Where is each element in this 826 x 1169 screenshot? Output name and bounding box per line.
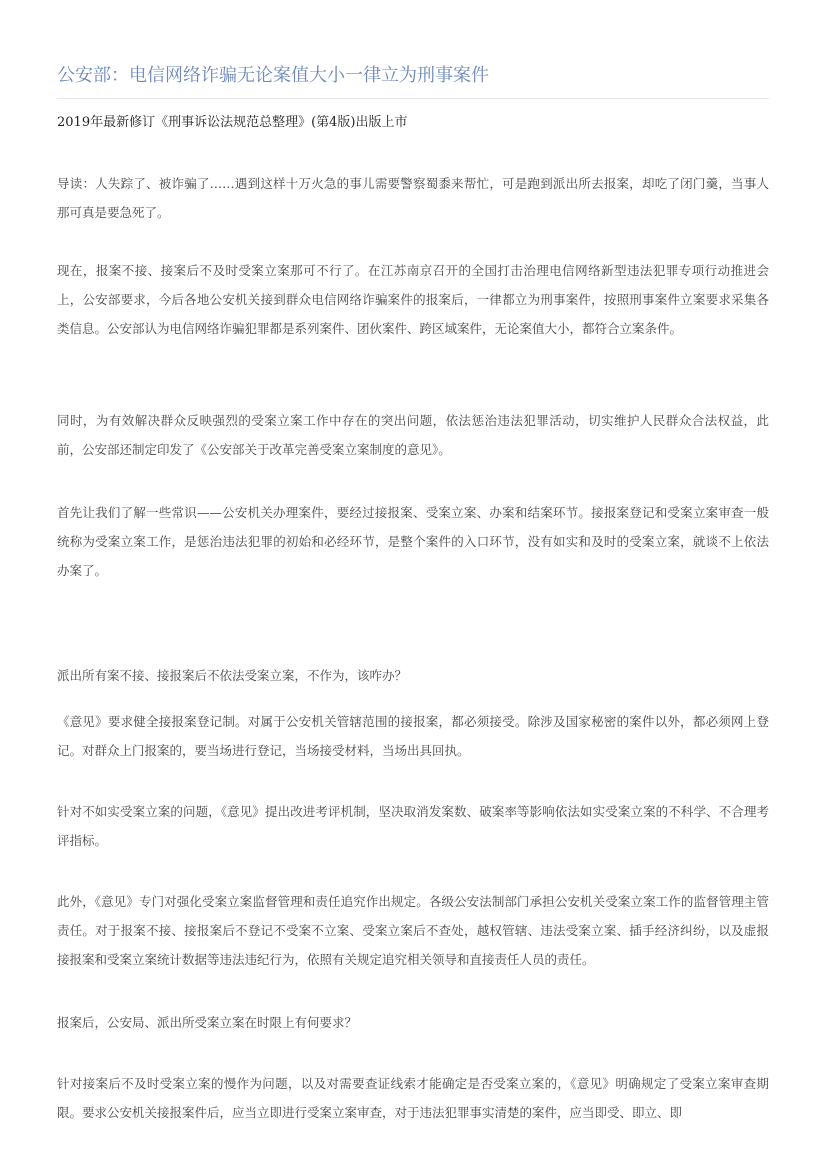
- paragraph-policy: 现在，报案不接、接案后不及时受案立案那可不行了。在江苏南京召开的全国打击治理电信网络新型违法犯罪专项行动推进会上，公安部要求，今后各地公安机关接到群众电信网络诈骗案件的报案后，一律都立为刑事案件，按照刑事案件立案要求采集各类信息。公安部认为电信网络诈骗犯罪都是系列案件、团伙案件、跨区域案件，无论案值大小，都符合立案条件。: [57, 263, 769, 336]
- title-divider: [57, 98, 769, 99]
- paragraph-opinion: 同时，为有效解决群众反映强烈的受案立案工作中存在的突出问题，依法惩治违法犯罪活动，切实维护人民群众合法权益，此前，公安部还制定印发了《公安部关于改革完善受案立案制度的意见》。: [57, 413, 769, 457]
- question-heading-1: 派出所有案不接、接报案后不依法受案立案，不作为，该咋办？: [57, 668, 408, 683]
- article-subtitle: 2019年最新修订《刑事诉讼法规范总整理》(第4版)出版上市: [57, 115, 408, 130]
- article-title: 公安部：电信网络诈骗无论案值大小一律立为刑事案件: [57, 65, 489, 86]
- question-heading-2: 报案后，公安局、派出所受案立案在时限上有何要求？: [57, 1015, 358, 1030]
- paragraph-evaluation: 针对不如实受案立案的问题，《意见》提出改进考评机制，坚决取消发案数、破案率等影响依法如实受案立案的不科学、不合理考评指标。: [57, 804, 769, 848]
- paragraph-registration: 《意见》要求健全接报案登记制。对属于公安机关管辖范围的接报案，都必须接受。除涉及国家秘密的案件以外，都必须网上登记。对群众上门报案的，要当场进行登记，当场接受材料，当场出具回执。: [57, 714, 769, 758]
- paragraph-supervision: 此外，《意见》专门对强化受案立案监督管理和责任追究作出规定。各级公安法制部门承担公安机关受案立案工作的监督管理主管责任。对于报案不接、接报案后不登记不受案不立案、受案立案后不查处，越权管辖、违法受案立案、插手经济纠纷，以及虚报接报案和受案立案统计数据等违法违纪行为，依照有关规定追究相关领导和直接责任人员的责任。: [57, 894, 769, 967]
- paragraph-basics: 首先让我们了解一些常识——公安机关办理案件，要经过接报案、受案立案、办案和结案环节。接报案登记和受案立案审查一般统称为受案立案工作，是惩治违法犯罪的初始和必经环节，是整个案件的入口环节，没有如实和及时的受案立案，就谈不上依法办案了。: [57, 505, 769, 578]
- paragraph-intro: 导读：人失踪了、被诈骗了……遇到这样十万火急的事儿需要警察蜀黍来帮忙，可是跑到派出所去报案，却吃了闭门羹，当事人那可真是要急死了。: [57, 176, 769, 220]
- paragraph-time-limit: 针对接案后不及时受案立案的慢作为问题，以及对需要查证线索才能确定是否受案立案的，《意见》明确规定了受案立案审查期限。要求公安机关接报案件后，应当立即进行受案立案审查，对于违法犯罪事实清楚的案件，应当即受、即立、即: [57, 1076, 769, 1120]
